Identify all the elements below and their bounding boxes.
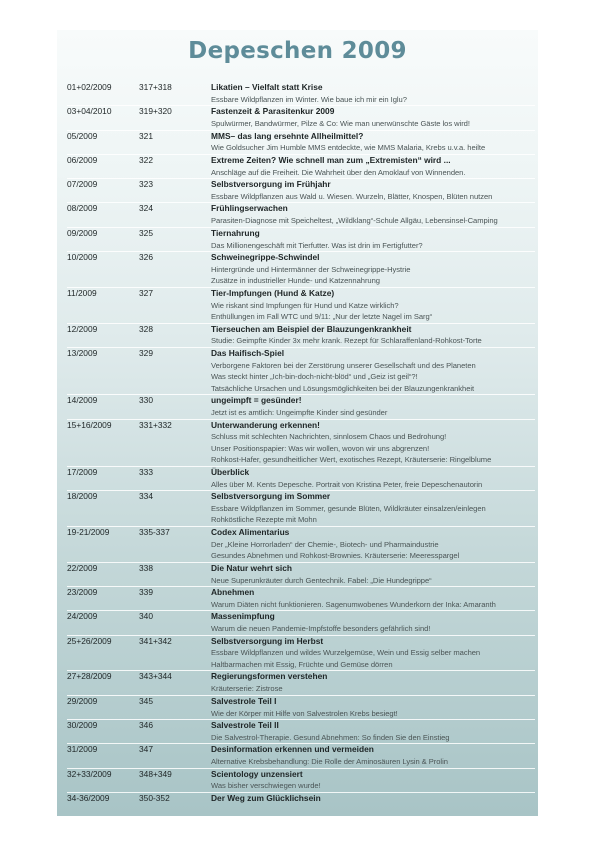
issue-number: 322 xyxy=(139,154,153,165)
issue-date: 15+16/2009 xyxy=(67,419,112,430)
entry-body xyxy=(211,324,535,347)
issue-date: 25+26/2009 xyxy=(67,635,112,646)
issue-date: 07/2009 xyxy=(67,179,98,190)
entry-description: Wie der Körper mit Hilfe von Salvestrolen Krebs besiegt! xyxy=(211,708,398,718)
issue-date: 08/2009 xyxy=(67,203,98,214)
issue-date: 13/2009 xyxy=(67,347,98,358)
entry-body xyxy=(211,179,535,202)
entry-headline: MMS– das lang ersehnte Allheilmittel? xyxy=(211,130,364,141)
entry-headline: Tierseuchen am Beispiel der Blauzungenkrankheit xyxy=(211,323,412,334)
list-item xyxy=(57,131,538,155)
entry-body xyxy=(211,671,535,694)
issue-number: 328 xyxy=(139,323,153,334)
entry-body xyxy=(211,527,535,562)
entry-description: Anschläge auf die Freiheit. Die Wahrheit über den Amoklauf von Winnenden. xyxy=(211,167,466,177)
entry-headline: Extreme Zeiten? Wie schnell man zum „Extremisten“ wird ... xyxy=(211,154,451,165)
issue-date: 34-36/2009 xyxy=(67,792,110,803)
list-item xyxy=(57,696,538,720)
entry-headline: Desinformation erkennen und vermeiden xyxy=(211,744,374,755)
list-item xyxy=(57,252,538,288)
entry-body xyxy=(211,696,535,719)
entry-description: Rohkost-Hafer, gesundheitlicher Wert, exotisches Rezept, Kräuterserie: Ringelblume xyxy=(211,455,492,465)
issue-date: 18/2009 xyxy=(67,491,98,502)
issue-number: 331+332 xyxy=(139,419,172,430)
entry-description: Rohköstliche Rezepte mit Mohn xyxy=(211,515,317,525)
issue-date: 17/2009 xyxy=(67,466,98,477)
entry-description: Zusätze in industrieller Hunde- und Katzennahrung xyxy=(211,276,380,286)
issue-number: 345 xyxy=(139,695,153,706)
entry-description: Essbare Wildpflanzen aus Wald u. Wiesen. Wurzeln, Blätter, Knospen, Blüten nutzen xyxy=(211,191,493,201)
issue-number: 329 xyxy=(139,347,153,358)
issue-number: 330 xyxy=(139,395,153,406)
entry-headline: Selbstversorgung im Frühjahr xyxy=(211,179,331,190)
entry-body xyxy=(211,420,535,466)
entry-headline: Regierungsformen verstehen xyxy=(211,671,328,682)
entry-body xyxy=(211,228,535,251)
entry-body xyxy=(211,467,535,490)
entry-description: Verborgene Faktoren bei der Zerstörung unserer Gesellschaft und des Planeten xyxy=(211,360,476,370)
entry-body xyxy=(211,636,535,671)
issue-date: 31/2009 xyxy=(67,744,98,755)
entry-body xyxy=(211,587,535,610)
list-item xyxy=(57,467,538,491)
issue-number: 317+318 xyxy=(139,82,172,92)
entry-description: Haltbarmachen mit Essig, Früchte und Gemüse dörren xyxy=(211,659,393,669)
issue-date: 10/2009 xyxy=(67,252,98,263)
entry-description: Studie: Geimpfte Kinder 3x mehr krank. Rezept für Schlaraffenland-Rohkost-Torte xyxy=(211,336,482,346)
issue-date: 05/2009 xyxy=(67,130,98,141)
issue-number: 338 xyxy=(139,562,153,573)
list-item xyxy=(57,348,538,395)
entry-body xyxy=(211,252,535,287)
entry-headline: Selbstversorgung im Herbst xyxy=(211,635,324,646)
issue-date: 01+02/2009 xyxy=(67,82,112,92)
issue-number: 339 xyxy=(139,587,153,598)
entry-description: Gesundes Abnehmen und Rohkost-Brownies. Kräuterserie: Meeresspargel xyxy=(211,551,460,561)
issue-number: 321 xyxy=(139,130,153,141)
entry-description: Wie Goldsucher Jim Humble MMS entdeckte, wie MMS Malaria, Krebs u.v.a. heilte xyxy=(211,143,486,153)
entry-description: Kräuterserie: Zistrose xyxy=(211,684,283,694)
list-item xyxy=(57,793,538,805)
entry-headline: ungeimpft = gesünder! xyxy=(211,395,302,406)
entry-body xyxy=(211,395,535,418)
entry-headline: Die Natur wehrt sich xyxy=(211,562,292,573)
entry-description: Essbare Wildpflanzen und wildes Wurzelgemüse, Wein und Essig selber machen xyxy=(211,648,481,658)
entry-body xyxy=(211,769,535,792)
issue-number: 325 xyxy=(139,227,153,238)
entry-headline: Tiernahrung xyxy=(211,227,260,238)
entry-headline: Likatien – Vielfalt statt Krise xyxy=(211,82,323,92)
issue-date: 06/2009 xyxy=(67,154,98,165)
entry-description: Essbare Wildpflanzen im Winter. Wie baue ich mir ein Iglu? xyxy=(211,94,407,104)
list-item xyxy=(57,744,538,768)
issue-date: 09/2009 xyxy=(67,227,98,238)
list-item xyxy=(57,420,538,467)
issue-number: 343+344 xyxy=(139,671,172,682)
entry-description: Was steckt hinter „Ich-bin-doch-nicht-blöd“ und „Geiz ist geil“?! xyxy=(211,372,418,382)
list-item xyxy=(57,720,538,744)
issue-number: 341+342 xyxy=(139,635,172,646)
list-item xyxy=(57,155,538,179)
entry-description: Schluss mit schlechten Nachrichten, sinnlosem Chaos und Bedrohung! xyxy=(211,432,447,442)
issue-date: 29/2009 xyxy=(67,695,98,706)
entry-description: Die Salvestrol-Therapie. Gesund Abnehmen: So finden Sie den Einstieg xyxy=(211,732,450,742)
entry-headline: Abnehmen xyxy=(211,587,255,598)
entry-description: Was bisher verschwiegen wurde! xyxy=(211,781,321,791)
list-item xyxy=(57,82,538,106)
entry-headline: Scientology unzensiert xyxy=(211,768,303,779)
entry-headline: Schweinegrippe-Schwindel xyxy=(211,252,320,263)
issue-number: 334 xyxy=(139,491,153,502)
list-item xyxy=(57,395,538,419)
entry-description: Enthüllungen im Fall WTC und 9/11: „Nur der letzte Nagel im Sarg“ xyxy=(211,312,433,322)
entry-description: Neue Superunkräuter durch Gentechnik. Fabel: „Die Hundegrippe“ xyxy=(211,575,432,585)
list-item xyxy=(57,106,538,130)
list-item xyxy=(57,527,538,563)
list-item xyxy=(57,563,538,587)
issue-number: 340 xyxy=(139,611,153,622)
entry-headline: Frühlingserwachen xyxy=(211,203,288,214)
entry-headline: Überblick xyxy=(211,466,250,477)
issue-date: 30/2009 xyxy=(67,720,98,731)
issue-number: 333 xyxy=(139,466,153,477)
list-item xyxy=(57,611,538,635)
entry-body xyxy=(211,131,535,154)
entry-body xyxy=(211,563,535,586)
issue-date: 03+04/2010 xyxy=(67,106,112,117)
issue-date: 19-21/2009 xyxy=(67,526,110,537)
list-item xyxy=(57,203,538,227)
entry-headline: Der Weg zum Glücklichsein xyxy=(211,792,321,803)
list-item xyxy=(57,288,538,324)
issue-number: 323 xyxy=(139,179,153,190)
entry-description: Alternative Krebsbehandlung: Die Rolle der Aminosäuren Lysin & Prolin xyxy=(211,757,448,767)
entry-body xyxy=(211,611,535,634)
entry-headline: Selbstversorgung im Sommer xyxy=(211,491,331,502)
issue-date: 14/2009 xyxy=(67,395,98,406)
entry-body xyxy=(211,491,535,526)
entry-headline: Codex Alimentarius xyxy=(211,526,290,537)
entry-body xyxy=(211,203,535,226)
entry-description: Unser Positionspapier: Was wir wollen, wovon wir uns abgrenzen! xyxy=(211,443,430,453)
entry-body xyxy=(211,155,535,178)
entry-description: Essbare Wildpflanzen im Sommer, gesunde Blüten, Wildkräuter einsalzen/einlegen xyxy=(211,503,486,513)
issue-date: 27+28/2009 xyxy=(67,671,112,682)
depeschen-list xyxy=(57,82,538,805)
issue-date: 11/2009 xyxy=(67,287,97,298)
entry-body xyxy=(211,720,535,743)
issue-number: 326 xyxy=(139,252,153,263)
issue-number: 319+320 xyxy=(139,106,172,117)
issue-date: 23/2009 xyxy=(67,587,98,598)
entry-description: Alles über M. Kents Depesche. Portrait von Kristina Peter, freie Depeschenautorin xyxy=(211,479,483,489)
entry-body xyxy=(211,793,535,805)
issue-date: 24/2009 xyxy=(67,611,98,622)
entry-description: Spulwürmer, Bandwürmer, Pilze & Co: Wie man unerwünschte Gäste los wird! xyxy=(211,119,470,129)
issue-number: 346 xyxy=(139,720,153,731)
entry-body xyxy=(211,106,535,129)
entry-description: Der „Kleine Horrorladen“ der Chemie-, Biotech- und Pharmaindustrie xyxy=(211,539,439,549)
issue-number: 335-337 xyxy=(139,526,170,537)
list-item xyxy=(57,671,538,695)
issue-number: 347 xyxy=(139,744,153,755)
entry-body xyxy=(211,82,535,105)
entry-headline: Unterwanderung erkennen! xyxy=(211,419,320,430)
list-item xyxy=(57,587,538,611)
entry-headline: Das Haifisch-Spiel xyxy=(211,347,285,358)
entry-headline: Massenimpfung xyxy=(211,611,275,622)
issue-date: 22/2009 xyxy=(67,562,98,573)
list-item xyxy=(57,324,538,348)
list-item xyxy=(57,491,538,527)
list-item xyxy=(57,636,538,672)
entry-description: Warum die neuen Pandemie-Impfstoffe besonders gefährlich sind! xyxy=(211,624,431,634)
entry-headline: Tier-Impfungen (Hund & Katze) xyxy=(211,287,335,298)
issue-date: 32+33/2009 xyxy=(67,768,112,779)
page-title: Depeschen 2009 xyxy=(188,38,407,64)
issue-number: 348+349 xyxy=(139,768,172,779)
entry-description: Wie riskant sind Impfungen für Hund und Katze wirklich? xyxy=(211,300,399,310)
list-item xyxy=(57,769,538,793)
entry-body xyxy=(211,348,535,394)
entry-description: Hintergründe und Hintermänner der Schweinegrippe-Hystrie xyxy=(211,264,411,274)
entry-headline: Fastenzeit & Parasitenkur 2009 xyxy=(211,106,335,117)
entry-description: Tatsächliche Ursachen und Lösungsmöglichkeiten bei der Blauzungenkrankheit xyxy=(211,383,475,393)
entry-description: Das Millionengeschäft mit Tierfutter. Was ist drin im Fertigfutter? xyxy=(211,240,423,250)
entry-description: Warum Diäten nicht funktionieren. Sagenumwobenes Wunderkorn der Inka: Amaranth xyxy=(211,599,496,609)
list-item xyxy=(57,179,538,203)
entry-body xyxy=(211,288,535,323)
entry-headline: Salvestrole Teil I xyxy=(211,695,277,706)
issue-date: 12/2009 xyxy=(67,323,98,334)
entry-body xyxy=(211,744,535,767)
entry-headline: Salvestrole Teil II xyxy=(211,720,279,731)
issue-number: 324 xyxy=(139,203,153,214)
list-item xyxy=(57,228,538,252)
entry-description: Parasiten-Diagnose mit Speicheltest, „Wildklang“-Schule Allgäu, Lebensinsel-Camping xyxy=(211,216,498,226)
entry-description: Jetzt ist es amtlich: Ungeimpfte Kinder sind gesünder xyxy=(211,408,388,418)
issue-number: 350-352 xyxy=(139,792,170,803)
issue-number: 327 xyxy=(139,287,153,298)
